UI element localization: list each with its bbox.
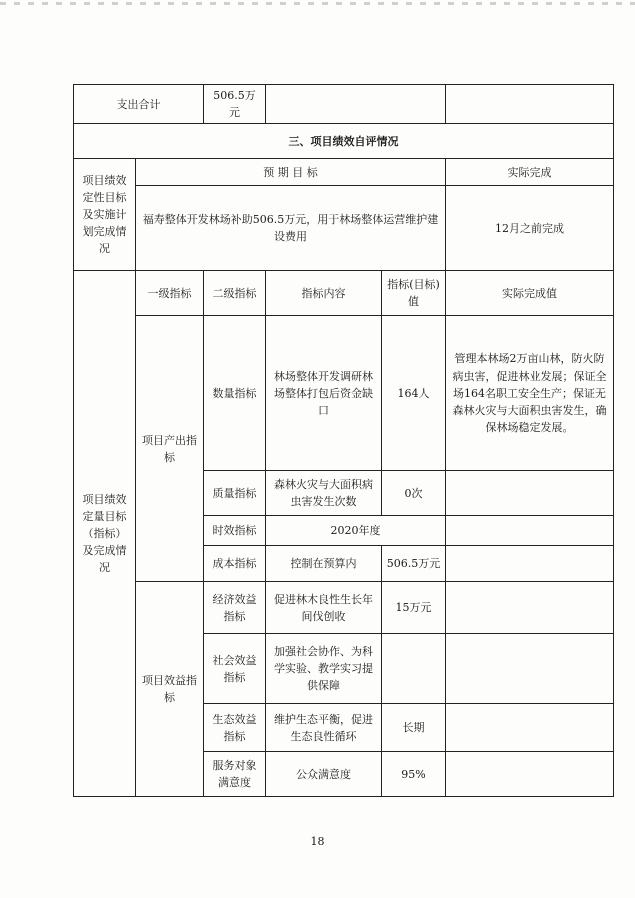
summary-label: 支出合计 [74, 85, 204, 124]
actual-header: 实际完成 [446, 159, 614, 186]
header-level2: 二级指标 [204, 271, 266, 316]
value-cell: 95% [382, 752, 446, 797]
section-title-row [74, 124, 614, 159]
level2-cell: 经济效益指标 [204, 582, 266, 634]
content-cell: 维护生态平衡，促进生态良性循环 [266, 704, 382, 752]
level2-cell: 质量指标 [204, 471, 266, 516]
content-cell: 森林火灾与大面积病虫害发生次数 [266, 471, 382, 516]
value-cell: 506.5万元 [382, 546, 446, 582]
actual-text: 12月之前完成 [446, 186, 614, 271]
page-number: 18 [310, 835, 325, 848]
header-level1: 一级指标 [136, 271, 204, 316]
header-content: 指标内容 [266, 271, 382, 316]
actual-cell [446, 471, 614, 516]
actual-cell [446, 546, 614, 582]
actual-cell [446, 752, 614, 797]
target-text: 福寿整体开发林场补助506.5万元，用于林场整体运营维护建设费用 [136, 186, 446, 271]
level2-cell: 数量指标 [204, 316, 266, 471]
summary-empty-cell [446, 85, 614, 124]
level2-cell: 社会效益指标 [204, 634, 266, 704]
summary-amount: 506.5万元 [204, 85, 266, 124]
content-cell: 加强社会协作、为科学实验、教学实习提供保障 [266, 634, 382, 704]
quantitative-row-label: 项目绩效定量目标（指标）及完成情况 [74, 271, 136, 797]
header-value: 指标(目标)值 [382, 271, 446, 316]
qualitative-header-row [74, 159, 614, 186]
level2-cell: 时效指标 [204, 516, 266, 546]
value-cell: 长期 [382, 704, 446, 752]
value-cell: 0次 [382, 471, 446, 516]
output-group-label: 项目产出指标 [136, 316, 204, 582]
value-cell: 15万元 [382, 582, 446, 634]
target-header: 预 期 目 标 [136, 159, 446, 186]
actual-cell: 管理本林场2万亩山林，防火防病虫害，促进林业发展；保证全场164名职工安全生产；保证无森林火灾与大面积虫害发生，确保林场稳定发展。 [446, 316, 614, 471]
value-cell: 164人 [382, 316, 446, 471]
actual-cell [446, 516, 614, 546]
level2-cell: 服务对象满意度 [204, 752, 266, 797]
actual-cell [446, 704, 614, 752]
qualitative-content-row [74, 186, 614, 271]
content-cell: 控制在预算内 [266, 546, 382, 582]
table-row [74, 582, 614, 634]
header-actual: 实际完成值 [446, 271, 614, 316]
content-cell: 促进林木良性生长年间伐创收 [266, 582, 382, 634]
table-row [74, 316, 614, 471]
value-cell [382, 634, 446, 704]
qualitative-row-label: 项目绩效定性目标及实施计划完成情况 [74, 159, 136, 271]
actual-cell [446, 634, 614, 704]
scan-edge-artifact [0, 2, 635, 5]
actual-cell [446, 582, 614, 634]
summary-row [74, 85, 614, 124]
content-cell: 公众满意度 [266, 752, 382, 797]
level2-cell: 生态效益指标 [204, 704, 266, 752]
performance-table [73, 84, 614, 797]
section-title: 三、项目绩效自评情况 [74, 124, 614, 159]
quantitative-header-row [74, 271, 614, 316]
content-cell: 2020年度 [266, 516, 446, 546]
level2-cell: 成本指标 [204, 546, 266, 582]
content-cell: 林场整体开发调研林场整体打包后资金缺口 [266, 316, 382, 471]
benefit-group-label: 项目效益指标 [136, 582, 204, 797]
summary-empty-cell [266, 85, 446, 124]
